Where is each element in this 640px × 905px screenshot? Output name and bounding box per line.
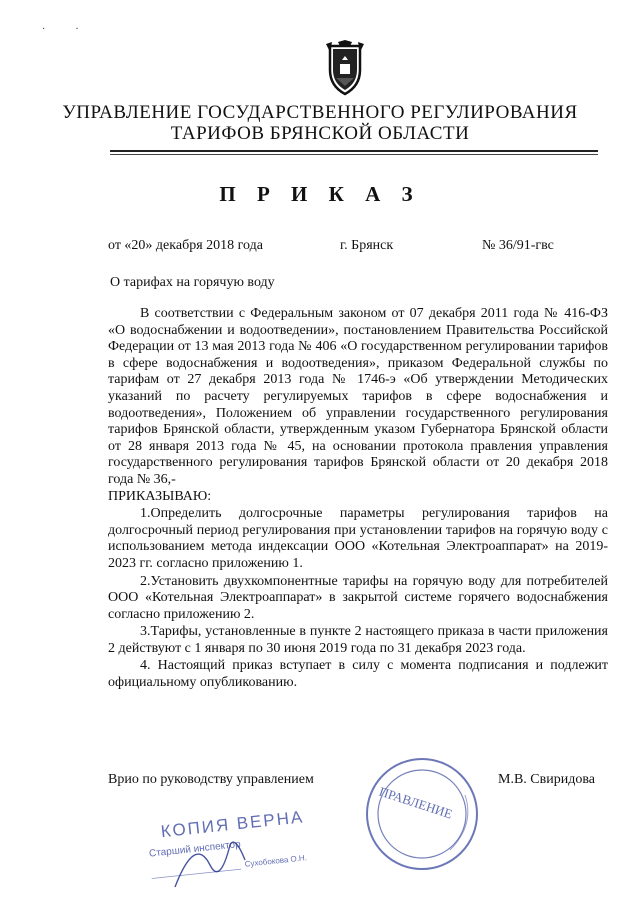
preamble-paragraph: В соответствии с Федеральным законом от 07 декабря 2011 года № 416-ФЗ «О водоснабжении и водоотведении», постановлением Правительства Российской Федерации от 13 мая 2013 года № 406 «О государственном регулировании тарифов в сфере водоснабжения и водоотведения», приказом Федеральной службы по тарифам от 27 декабря 2013 года № 1746-э «Об утверждении Методических указаний по расчету регулируемых тарифов в сфере водоснабжения и водоотведения», Положением об управлении государственного регулирования тарифов Брянской области, утвержденным указом Губернатора Брянской области от 28 января 2013 года № 45, на основании протокола правления управления государственного регулирования тарифов Брянской области от 20 декабря 2018 года № 36,- [108,306,608,487]
organization-name-line2: ТАРИФОВ БРЯНСКОЙ ОБЛАСТИ [170,123,470,144]
header-rule-thin [110,154,598,155]
document-number: № 36/91-гвс [482,238,554,253]
document-city: г. Брянск [340,238,394,253]
signatory-name: М.В. Свиридова [498,772,595,787]
document-date: от «20» декабря 2018 года [108,238,263,253]
copy-stamp-name: Сухобокова О.Н. [244,853,308,869]
copy-stamp-role: Старший инспектор [148,839,242,860]
scan-artifact-dots: · · [42,24,79,35]
document-body [108,306,608,692]
bryansk-coat-of-arms-icon [320,40,370,96]
organization-name-line1: УПРАВЛЕНИЕ ГОСУДАРСТВЕННОГО РЕГУЛИРОВАНИЯ [62,102,578,123]
order-item-4: 4. Настоящий приказ вступает в силу с момента подписания и подлежит официальному опубликованию. [108,658,608,691]
document-subject: О тарифах на горячую воду [110,275,275,290]
seal-text: ПРАВЛЕНИЕ [377,783,455,822]
order-item-1: 1.Определить долгосрочные параметры регулирования тарифов на долгосрочный период регулирования при установлении тарифов на горячую воду с использованием метода индексации ООО «Котельная Электроаппарат» на 2019-2023 гг. согласно приложению 1. [108,506,608,571]
official-round-seal [355,755,490,873]
document-title: П Р И К А З [219,182,421,206]
order-item-3: 3.Тарифы, установленные в пункте 2 настоящего приказа в части приложения 2 действуют с 1 января по 30 июня 2019 года по 31 декабря 2023 года. [108,624,608,656]
order-item-2: 2.Установить двухкомпонентные тарифы на горячую воду для потребителей ООО «Котельная Электроаппарат» в закрытой системе горячего водоснабжения согласно приложению 2. [108,573,608,622]
order-word: ПРИКАЗЫВАЮ: [108,488,212,504]
header-rule-thick [110,150,598,152]
signatory-position: Врио по руководству управлением [108,772,314,787]
copy-stamp-title: КОПИЯ ВЕРНА [159,807,306,842]
copy-certified-stamp [135,805,310,893]
